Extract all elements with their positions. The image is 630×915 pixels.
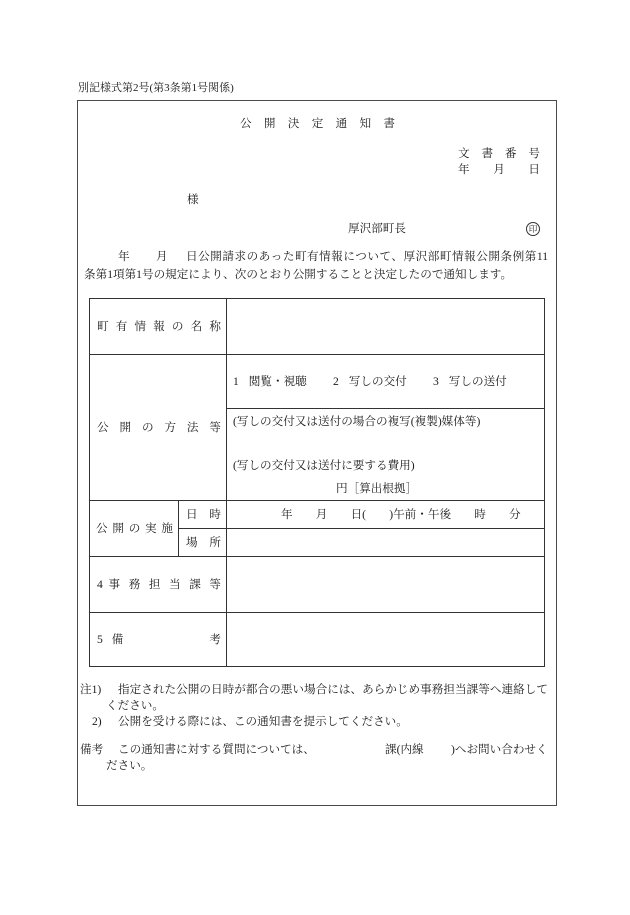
fee-label: (写しの交付又は送付に要する費用) [233, 459, 415, 472]
intro-line-2: 条第1項第1号の規定により、次のとおり公開することと決定したので通知します。 [84, 268, 513, 281]
issuer-name: 厚沢部町長 [348, 222, 406, 235]
remarks-label-left: 5 備 [97, 632, 124, 646]
form-reference: 別記様式第2号(第3条第1号関係) [78, 82, 234, 94]
method-label-cell [89, 354, 227, 501]
intro-line-1: 日公開請求のあった町有情報について、厚沢部町情報公開条例第11 [186, 250, 548, 263]
issue-date-label: 年 月 日 [458, 163, 540, 176]
form-title: 公 開 決 定 通 知 書 [240, 117, 395, 130]
intro-month: 月 [156, 250, 168, 263]
remarks-marker: 備考 [80, 743, 104, 756]
datetime-label: 日 時 [186, 507, 221, 521]
media-label: (写しの交付又は送付の場合の複写(複製)媒体等) [233, 415, 481, 428]
method-option-number: 3 [433, 374, 439, 388]
remarks-text-line-2: ださい。 [106, 759, 153, 772]
method-option [333, 375, 433, 389]
department-value-cell [226, 556, 545, 613]
note-1-marker: 注1) [80, 683, 102, 696]
execution-label-cell [89, 500, 179, 557]
method-options-cell [226, 354, 545, 409]
method-option-number: 2 [333, 374, 339, 388]
remarks-label-cell [89, 612, 227, 667]
remarks-label-right: 考 [209, 632, 221, 646]
method-option [233, 375, 333, 389]
remarks-text-part-1: この通知書に対する質問については、 [118, 743, 315, 756]
remarks-text-part-2: 課(内線 [385, 743, 424, 756]
method-option-label: 写しの交付 [348, 374, 407, 388]
note-2-text: 公開を受ける際には、この通知書を提示してください。 [118, 715, 408, 728]
department-label-cell [89, 556, 227, 613]
method-label: 公 開 の 方 法 等 [97, 420, 221, 434]
place-value-cell [226, 528, 545, 557]
info-name-value-cell [226, 298, 545, 355]
datetime-label-cell [178, 500, 227, 529]
place-label-cell [178, 528, 227, 557]
intro-year: 年 [118, 250, 130, 263]
method-option [433, 375, 533, 389]
datetime-value-cell [226, 500, 545, 529]
datetime-value: 年 月 日( )午前・午後 時 分 [281, 507, 521, 521]
execution-label: 公 開 の 実 施 [96, 521, 173, 535]
place-label: 場 所 [186, 535, 221, 549]
fee-basis-line: 円［算出根拠］ [336, 482, 418, 495]
method-option-label: 閲覧・視聴 [248, 374, 307, 388]
document-number-label: 文 書 番 号 [458, 147, 540, 160]
method-option-number: 1 [233, 374, 239, 388]
disclosure-table [89, 298, 545, 667]
addressee-suffix: 様 [187, 193, 199, 206]
info-name-label-cell [89, 298, 227, 355]
method-option-label: 写しの送付 [448, 374, 507, 388]
remarks-label [97, 633, 221, 647]
note-1-line-2: ください。 [106, 699, 164, 712]
note-2-marker: 2) [92, 715, 102, 728]
remarks-value-cell [226, 612, 545, 667]
department-label: 4 事 務 担 当 課 等 [97, 577, 221, 591]
note-1-line-1: 指定された公開の日時が都合の悪い場合には、あらかじめ事務担当課等へ連絡して [118, 683, 548, 696]
seal-mark: 印 [526, 222, 540, 236]
remarks-text-part-3: )へお問い合わせく [451, 743, 548, 756]
info-name-label: 町 有 情 報 の 名 称 [97, 319, 221, 333]
method-media-cell [226, 408, 545, 501]
